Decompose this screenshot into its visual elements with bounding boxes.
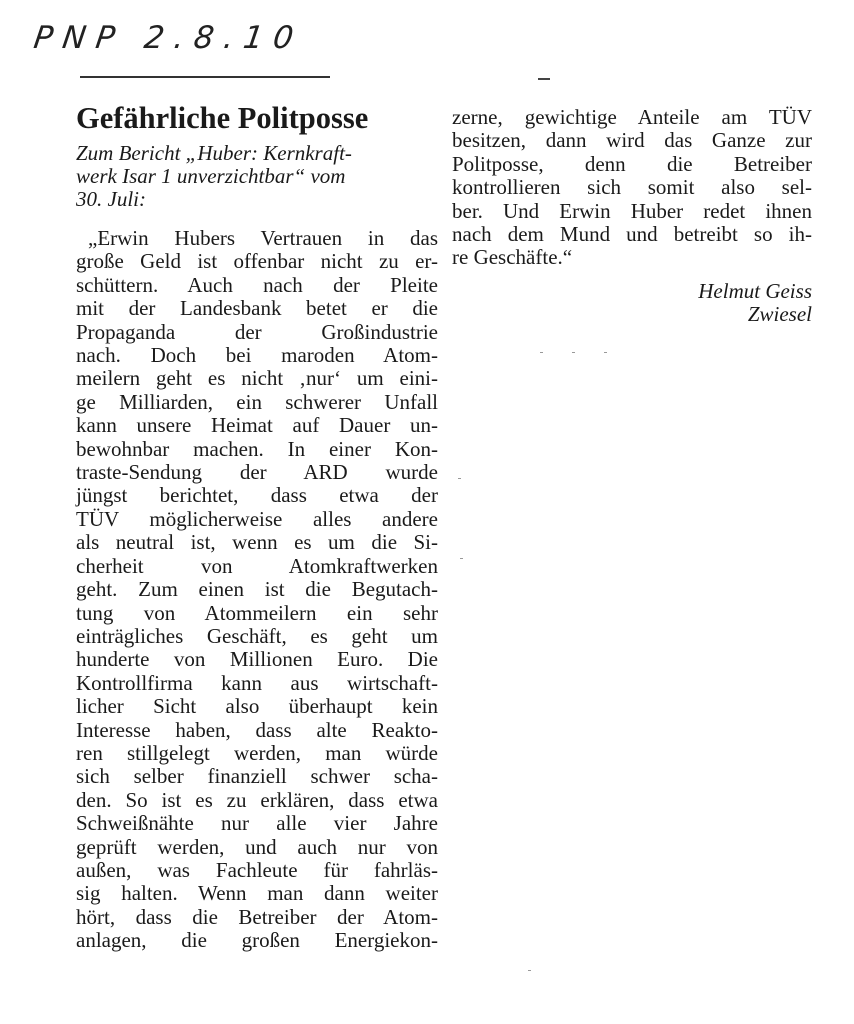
text-line: mit der Landesbank betet er die [76,296,438,321]
handwritten-underline [80,76,330,78]
text-line: re Geschäfte.“ [452,245,573,270]
text-line: cherheit von Atomkraftwerken [76,553,438,578]
text-line: als neutral ist, wenn es um die Si- [76,530,438,555]
text-line: ren stillgelegt werden, man würde [76,740,438,765]
lead-line: Zum Bericht „Huber: Kernkraft- [76,141,352,165]
text-line: Propaganda der Großindustrie [76,319,438,344]
right-column [452,106,812,326]
text-line: meilern geht es nicht ‚nur‘ um eini- [76,366,438,391]
text-line: geht. Zum einen ist die Begutach- [76,577,438,602]
text-line: zerne, gewichtige Anteile am TÜV [452,105,812,129]
text-line: Schweißnähte nur alle vier Jahre [76,811,438,836]
text-line: traste-Sendung der ARD wurde [76,460,438,485]
text-line: kann unsere Heimat auf Dauer un- [76,413,438,438]
scan-speck [604,352,607,353]
text-line: außen, was Fachleute für fahrläs- [76,857,438,882]
text-line: licher Sicht also überhaupt kein [76,694,438,719]
scan-speck [540,352,543,353]
text-line: anlagen, die großen Energiekon- [76,928,438,953]
scan-speck [460,558,463,559]
text-line: große Geld ist offenbar nicht zu er- [76,249,438,274]
lead-line: 30. Juli: [76,187,146,211]
text-line: sich selber finanziell schwer scha- [76,764,438,789]
author-place: Zwiesel [747,301,812,326]
scan-speck [528,970,531,971]
text-line: ge Milliarden, ein schwerer Unfall [76,389,438,414]
text-line: „Erwin Hubers Vertrauen in das [88,226,438,250]
text-line: Interesse haben, dass alte Reakto- [76,717,438,742]
text-line: TÜV möglicherweise alles andere [76,506,438,531]
lead-line: werk Isar 1 unverzichtbar“ vom [76,164,346,188]
text-line: Kontrollfirma kann aus wirtschaft- [76,670,438,695]
text-line: tung von Atommeilern ein sehr [76,600,438,625]
text-line: den. So ist es zu erklären, dass etwa [76,787,438,812]
text-line: bewohnbar machen. In einer Kon- [76,436,438,461]
text-line: sig halten. Wenn man dann weiter [76,881,438,906]
letter-body-right [452,106,812,270]
text-line: nach dem Mund und betreibt so ih- [452,222,812,247]
text-line: geprüft werden, und auch nur von [76,834,438,859]
text-line: Politposse, denn die Betreiber [452,151,812,176]
left-column [76,100,438,953]
headline: Gefährliche Politposse [76,101,369,135]
text-line: hunderte von Millionen Euro. Die [76,647,438,672]
author-name: Helmut Geiss [698,278,812,303]
text-line: einträgliches Geschäft, es geht um [76,623,438,648]
text-line: jüngst berichtet, dass etwa der [76,483,438,508]
text-line: besitzen, dann wird das Ganze zur [452,128,812,153]
signature [452,280,812,326]
scan-speck [572,352,575,353]
text-line: ber. Und Erwin Huber redet ihnen [452,198,812,223]
text-line: schüttern. Auch nach der Pleite [76,272,438,297]
text-line: nach. Doch bei maroden Atom- [76,343,438,368]
handwritten-date: PNP 2.8.10 [31,20,306,56]
text-line: kontrollieren sich somit also sel- [452,175,812,200]
lead-reference [76,142,438,211]
letter-body-left [76,227,438,953]
scan-speck [458,478,461,479]
text-line: hört, dass die Betreiber der Atom- [76,904,438,929]
column-dash [538,78,550,80]
